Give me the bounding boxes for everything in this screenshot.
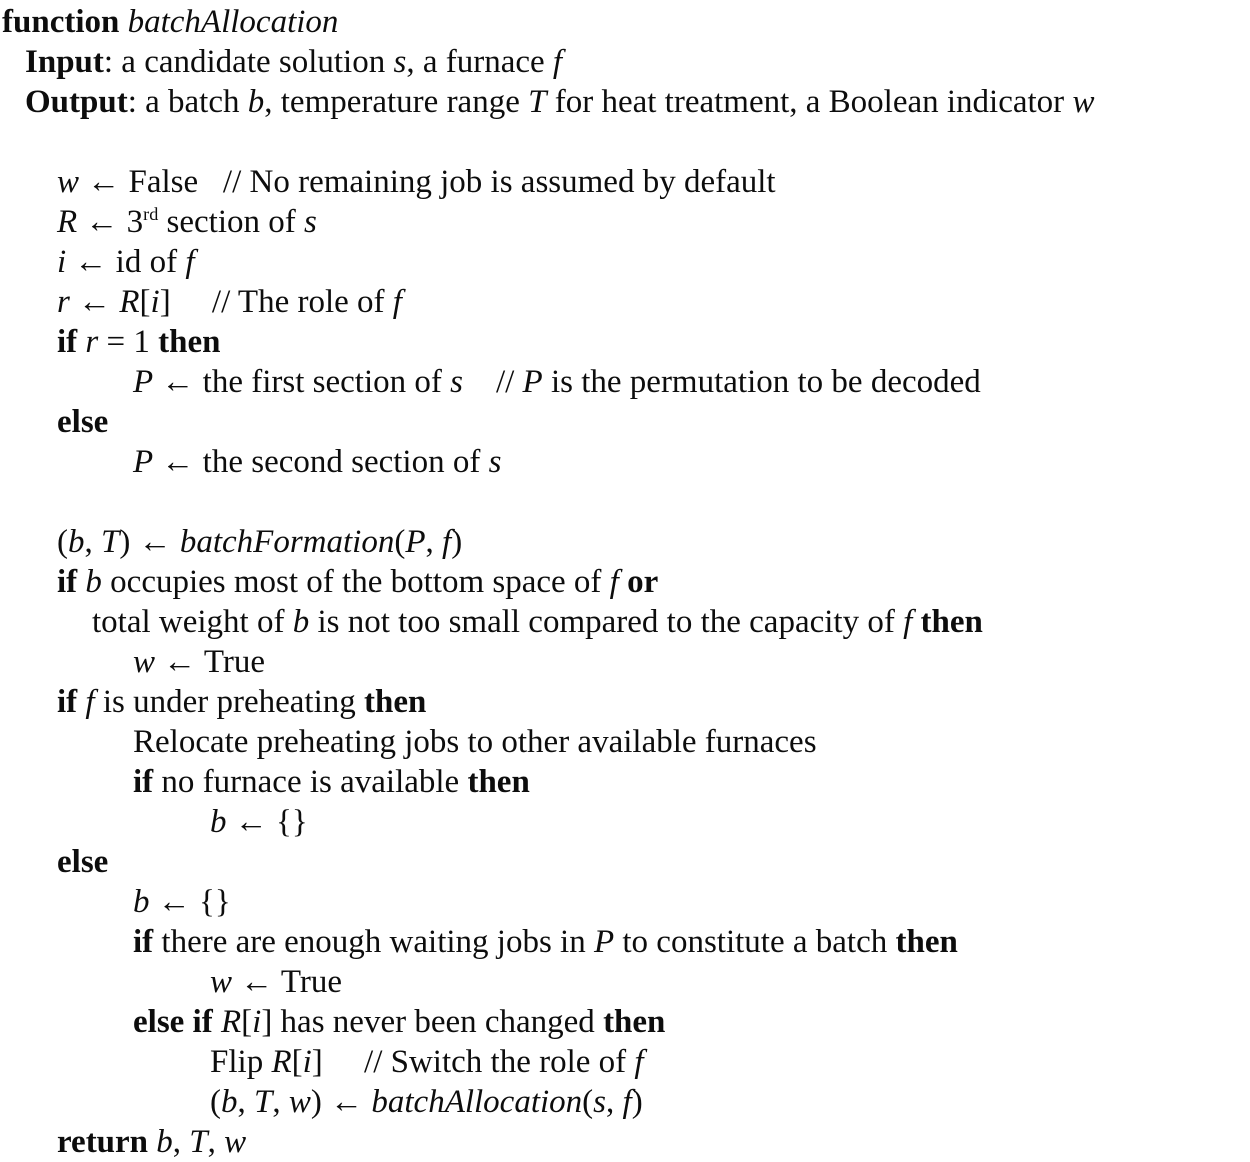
code-line — [0, 802, 1250, 842]
code-segment: batchFormation — [179, 524, 395, 560]
code-segment: w — [210, 964, 233, 1000]
code-segment: f — [442, 524, 452, 560]
code-line — [0, 722, 1250, 762]
code-segment: for heat treatment, a Boolean indicator — [546, 84, 1073, 120]
code-segment: P — [405, 524, 426, 560]
code-segment: f — [392, 284, 402, 320]
code-segment: , — [172, 1124, 190, 1160]
code-segment: ← 3 — [77, 204, 144, 240]
code-segment: R — [119, 284, 140, 320]
code-segment: w — [57, 164, 80, 200]
code-line — [0, 962, 1250, 1002]
code-segment: f — [609, 564, 619, 600]
code-segment: : a batch — [127, 84, 248, 120]
code-segment: R — [57, 204, 78, 240]
code-segment: w — [133, 644, 156, 680]
blank-line — [0, 482, 1250, 522]
code-segment: ( — [394, 524, 406, 560]
code-segment: P — [593, 924, 615, 960]
code-line — [0, 362, 1250, 402]
code-segment: ← {} — [149, 884, 231, 920]
code-segment: then — [895, 924, 958, 960]
code-line — [0, 82, 1250, 122]
code-line — [0, 1122, 1250, 1162]
code-segment: // — [462, 364, 523, 400]
code-segment: Flip — [210, 1044, 272, 1080]
code-segment: [ — [139, 284, 151, 320]
code-segment: ] has never been changed — [261, 1004, 604, 1040]
code-segment: P — [522, 364, 543, 400]
code-line — [0, 882, 1250, 922]
code-line — [0, 922, 1250, 962]
code-line — [0, 522, 1250, 562]
code-segment: if — [133, 924, 154, 960]
code-segment: ) ← — [119, 524, 180, 560]
code-segment: then — [158, 324, 221, 360]
code-line — [0, 162, 1250, 202]
code-segment: T — [189, 1124, 208, 1160]
code-segment: P — [133, 444, 154, 480]
code-line — [0, 322, 1250, 362]
code-segment: T — [528, 84, 547, 120]
code-line — [0, 1002, 1250, 1042]
code-segment: ← the second section of — [153, 444, 489, 480]
code-segment: ) — [631, 1084, 643, 1120]
code-line — [0, 202, 1250, 242]
code-segment: b — [85, 564, 102, 600]
blank-line — [0, 122, 1250, 162]
code-segment: then — [920, 604, 983, 640]
code-segment: ] // Switch the role of — [311, 1044, 635, 1080]
code-segment: r — [85, 324, 99, 360]
code-line — [0, 1082, 1250, 1122]
code-line — [0, 562, 1250, 602]
code-line — [0, 642, 1250, 682]
code-segment: ] // The role of — [159, 284, 393, 320]
code-segment: batchAllocation — [127, 4, 339, 40]
code-segment: there are enough waiting jobs in — [153, 924, 594, 960]
code-segment — [619, 564, 627, 600]
code-line — [0, 842, 1250, 882]
code-segment: or — [627, 564, 659, 600]
code-segment: s — [304, 204, 317, 240]
code-segment: : a candidate solution — [103, 44, 394, 80]
code-segment: f — [85, 684, 95, 720]
code-segment: , — [237, 1084, 254, 1120]
code-segment: w — [1072, 84, 1095, 120]
code-segment: total weight of — [92, 604, 293, 640]
code-line — [0, 682, 1250, 722]
code-line — [0, 402, 1250, 442]
code-segment: , — [606, 1084, 623, 1120]
code-line — [0, 442, 1250, 482]
code-segment: ← False // No remaining job is assumed by default — [79, 164, 776, 200]
code-segment: ← — [69, 284, 120, 320]
code-segment: R — [271, 1044, 292, 1080]
code-line — [0, 2, 1250, 42]
code-segment: w — [224, 1124, 247, 1160]
code-line — [0, 1042, 1250, 1082]
code-segment: Output — [25, 84, 128, 120]
code-segment: b — [221, 1084, 238, 1120]
code-segment: P — [133, 364, 154, 400]
code-segment: , — [207, 1124, 225, 1160]
code-segment: ( — [582, 1084, 594, 1120]
code-segment: else — [57, 404, 109, 440]
code-segment: s — [488, 444, 502, 480]
code-segment: no furnace is available — [153, 764, 468, 800]
code-segment: b — [68, 524, 85, 560]
code-segment: rd — [143, 204, 159, 224]
code-segment: if — [57, 324, 78, 360]
code-line — [0, 602, 1250, 642]
code-segment: [ — [241, 1004, 253, 1040]
code-segment: s — [593, 1084, 607, 1120]
code-segment: is under preheating — [94, 684, 365, 720]
code-line — [0, 282, 1250, 322]
code-line — [0, 42, 1250, 82]
code-segment: w — [288, 1084, 311, 1120]
code-segment: ← the first section of — [153, 364, 451, 400]
code-segment: function — [2, 4, 120, 40]
code-segment: i — [252, 1004, 262, 1040]
code-segment: if — [133, 764, 154, 800]
code-segment: [ — [291, 1044, 303, 1080]
code-segment: Relocate preheating jobs to other available furnaces — [133, 724, 817, 760]
code-segment: ← {} — [226, 804, 308, 840]
code-segment: b — [292, 604, 310, 640]
code-segment: f — [903, 604, 913, 640]
code-segment — [213, 1004, 221, 1040]
code-segment: R — [220, 1004, 242, 1040]
code-segment: i — [57, 244, 67, 280]
code-segment: occupies most of the bottom space of — [101, 564, 610, 600]
code-segment: return — [57, 1124, 149, 1160]
code-segment: else if — [133, 1004, 213, 1040]
code-segment: f — [634, 1044, 644, 1080]
code-segment: = 1 — [98, 324, 159, 360]
code-segment: , — [84, 524, 101, 560]
code-segment: f — [552, 44, 563, 80]
code-segment: is the permutation to be decoded — [542, 364, 981, 400]
code-segment: ( — [210, 1084, 221, 1120]
code-segment: batchAllocation — [371, 1084, 583, 1120]
code-segment: b — [133, 884, 150, 920]
code-segment: , a furnace — [406, 44, 553, 80]
code-segment: ← True — [232, 964, 343, 1000]
code-segment: b — [156, 1124, 173, 1160]
code-segment: , — [272, 1084, 289, 1120]
code-segment: T — [254, 1084, 273, 1120]
code-line — [0, 242, 1250, 282]
code-segment: b — [210, 804, 227, 840]
code-segment: , — [425, 524, 443, 560]
code-segment — [119, 4, 127, 40]
code-segment: f — [622, 1084, 632, 1120]
code-segment: if — [57, 684, 78, 720]
code-segment: ( — [57, 524, 68, 560]
code-segment: ) ← — [310, 1084, 372, 1120]
code-segment: i — [302, 1044, 312, 1080]
code-segment: s — [450, 364, 463, 400]
code-segment: , temperature range — [264, 84, 529, 120]
code-segment: i — [150, 284, 160, 320]
code-segment: then — [603, 1004, 666, 1040]
code-segment: section of — [158, 204, 305, 240]
code-segment: ) — [451, 524, 463, 560]
code-line — [0, 762, 1250, 802]
code-segment: else — [57, 844, 109, 880]
code-segment: if — [57, 564, 78, 600]
code-segment: f — [185, 244, 195, 280]
code-segment: ← True — [155, 644, 266, 680]
code-segment: r — [57, 284, 70, 320]
code-segment: to constitute a batch — [614, 924, 896, 960]
code-segment: Input — [25, 44, 104, 80]
code-segment: then — [364, 684, 427, 720]
code-segment: then — [467, 764, 530, 800]
code-segment: T — [101, 524, 120, 560]
code-segment: ← id of — [66, 244, 186, 280]
code-segment: s — [393, 44, 407, 80]
code-segment: b — [247, 84, 265, 120]
code-segment: is not too small compared to the capacity of — [309, 604, 904, 640]
